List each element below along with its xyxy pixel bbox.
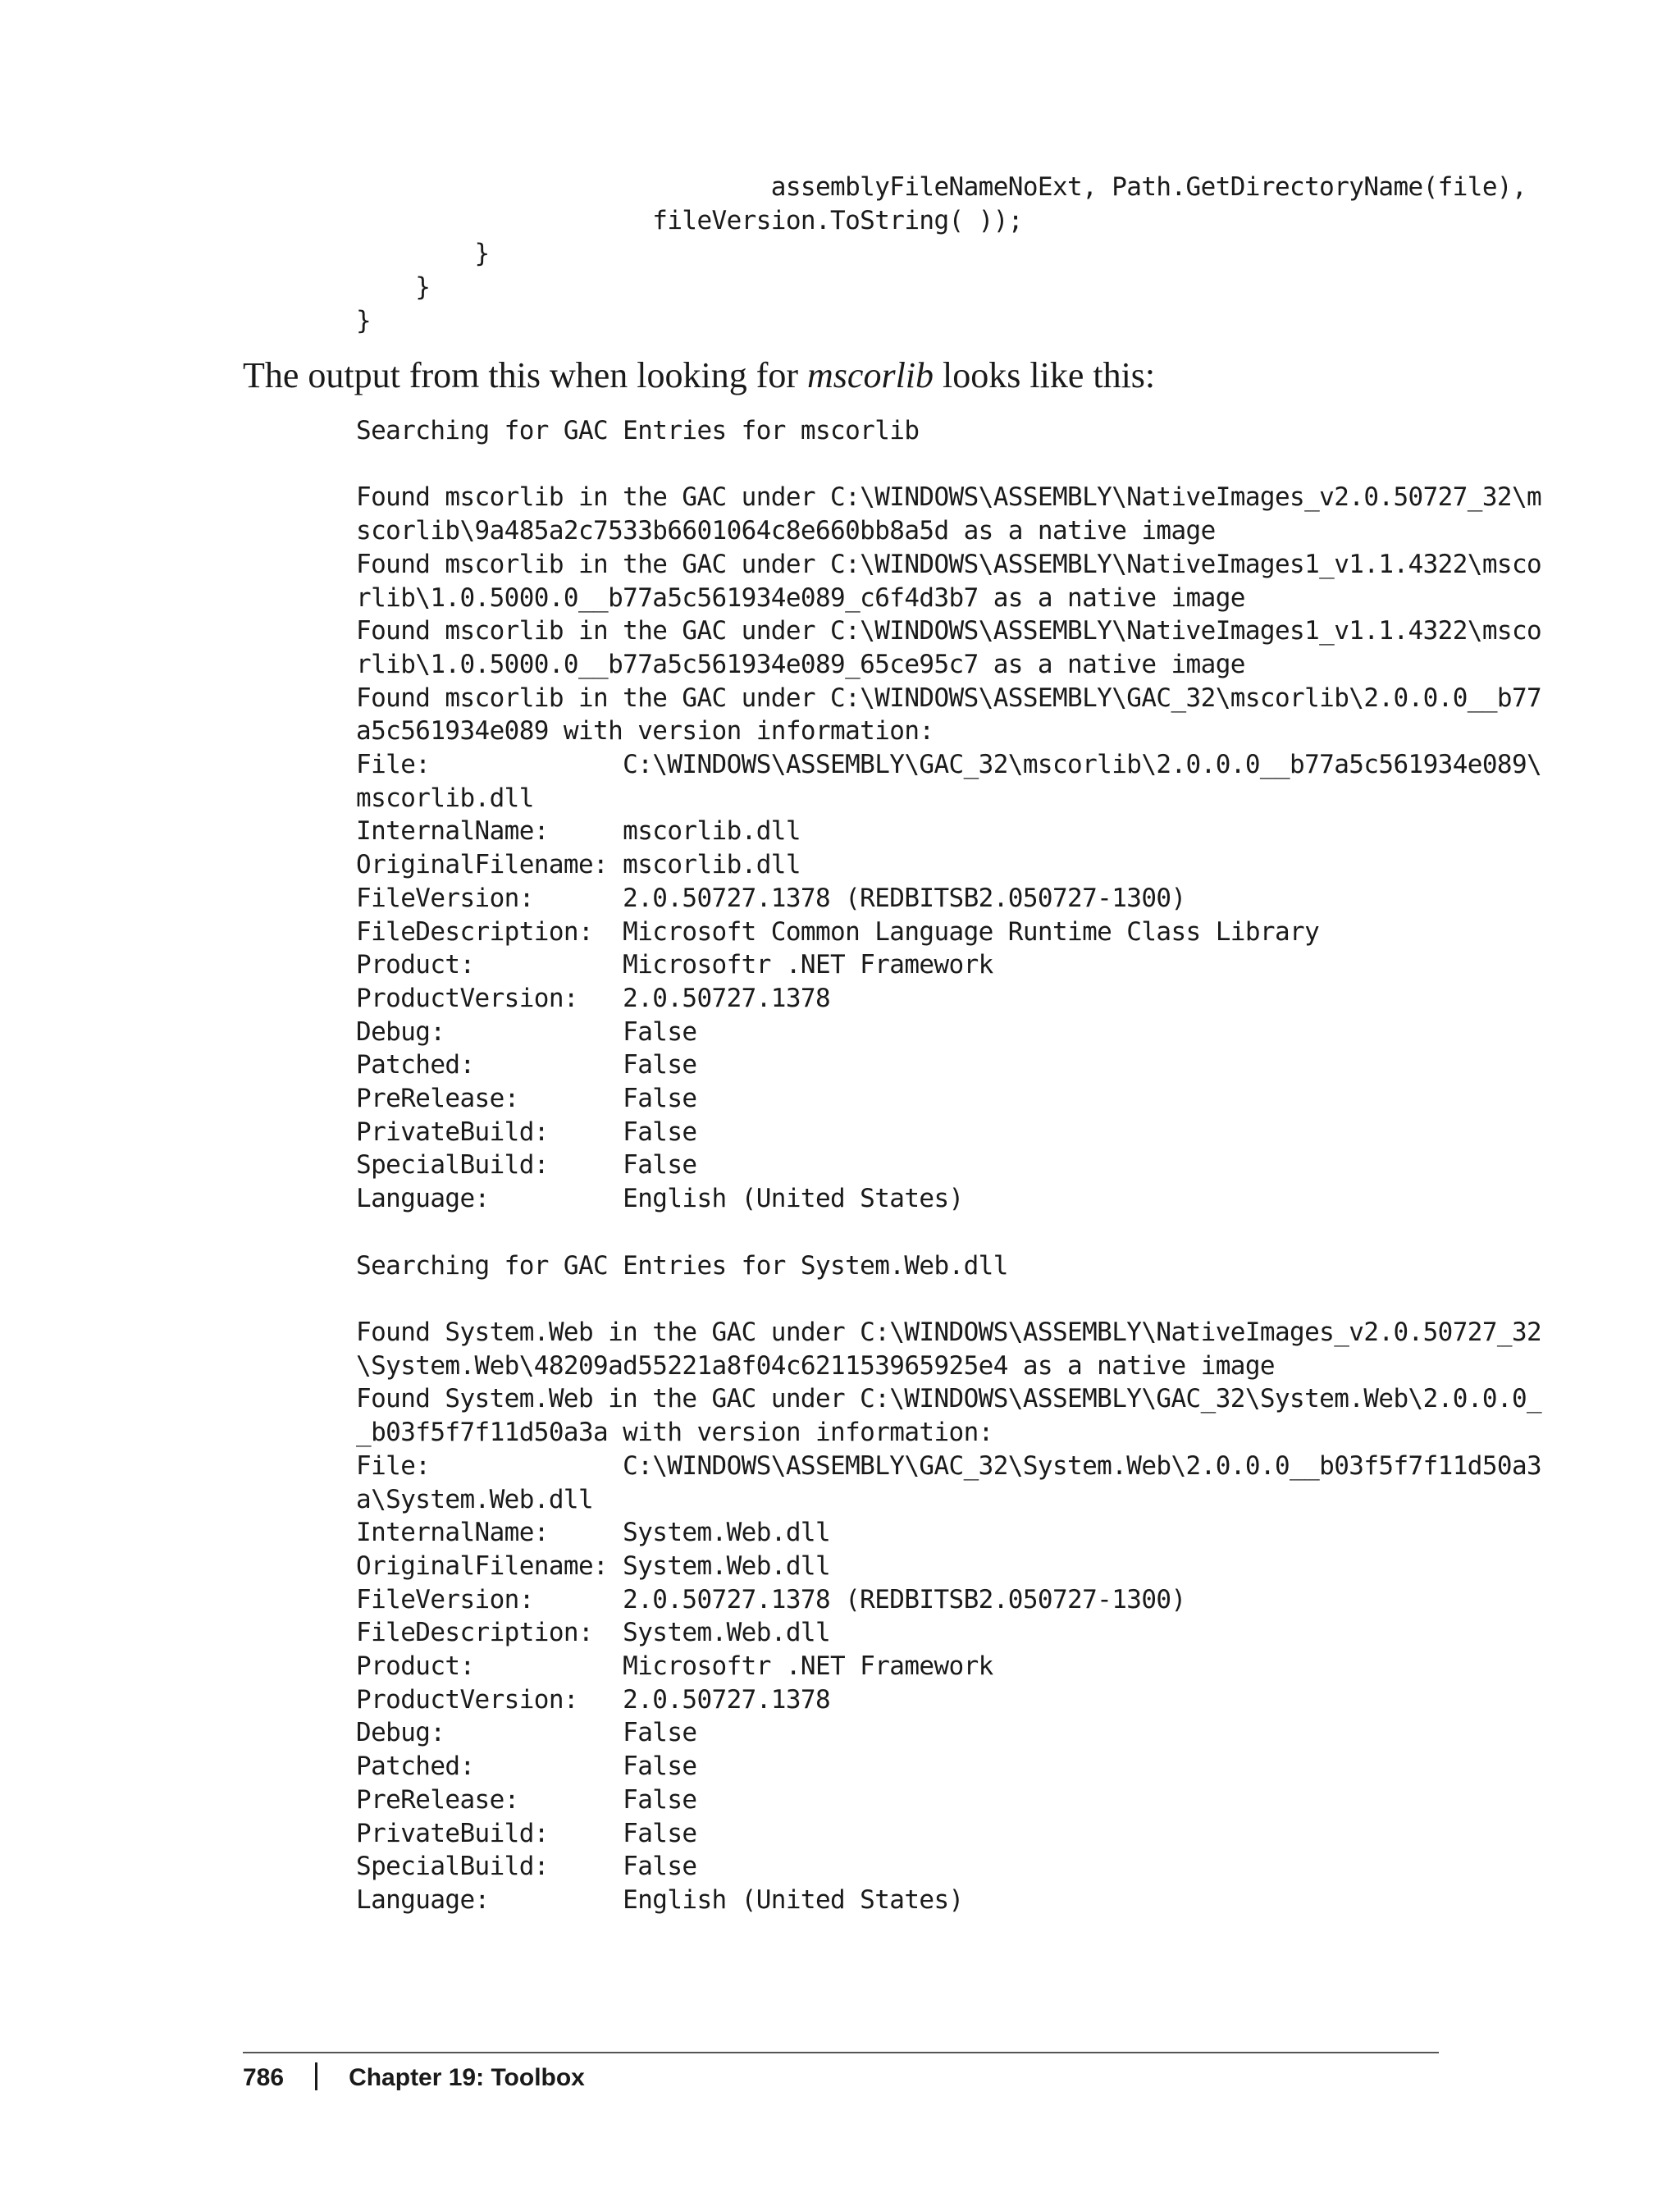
output-line: PreRelease: False (356, 1784, 697, 1815)
code-line: assemblyFileNameNoExt, Path.GetDirectoryName(file), (356, 172, 1527, 202)
footer-divider (243, 2052, 1439, 2053)
output-line: FileVersion: 2.0.50727.1378 (REDBITSB2.050727-1300) (356, 883, 1186, 913)
code-line: } (356, 272, 431, 303)
output-line: InternalName: mscorlib.dll (356, 816, 801, 847)
output-line: FileDescription: Microsoft Common Language Runtime Class Library (356, 916, 1320, 947)
output-line: Found System.Web in the GAC under C:\WINDOWS\ASSEMBLY\GAC_32\System.Web\2.0.0.0_ (356, 1384, 1542, 1414)
footer-separator (315, 2062, 317, 2090)
output-line: Found mscorlib in the GAC under C:\WINDOWS\ASSEMBLY\NativeImages1_v1.1.4322\msco (356, 616, 1542, 646)
page-footer (243, 2062, 585, 2094)
page-number: 786 (243, 2064, 285, 2091)
output-line (356, 1216, 1541, 1249)
output-line: Language: English (United States) (356, 1884, 964, 1915)
code-listing-continuation (356, 171, 1527, 338)
console-output-listing (356, 414, 1541, 1917)
body-paragraph (243, 354, 1155, 397)
output-line: ProductVersion: 2.0.50727.1378 (356, 1684, 831, 1715)
output-line: File: C:\WINDOWS\ASSEMBLY\GAC_32\System.Web\2.0.0.0__b03f5f7f11d50a3 (356, 1450, 1542, 1481)
output-line: Found System.Web in the GAC under C:\WINDOWS\ASSEMBLY\NativeImages_v2.0.50727_32 (356, 1317, 1542, 1347)
output-line: rlib\1.0.5000.0__b77a5c561934e089_65ce95c7 as a native image (356, 649, 1245, 679)
paragraph-emphasis: mscorlib (807, 355, 934, 395)
code-line: } (356, 305, 372, 336)
output-line: a\System.Web.dll (356, 1484, 594, 1514)
output-line: Searching for GAC Entries for mscorlib (356, 416, 920, 445)
paragraph-text-before: The output from this when looking for (243, 355, 808, 395)
output-line: Product: Microsoftr .NET Framework (356, 1651, 993, 1682)
output-line: OriginalFilename: mscorlib.dll (356, 850, 801, 880)
output-line: Product: Microsoftr .NET Framework (356, 950, 993, 980)
output-line: Found mscorlib in the GAC under C:\WINDOWS\ASSEMBLY\NativeImages1_v1.1.4322\msco (356, 549, 1542, 579)
output-line: SpecialBuild: False (356, 1852, 697, 1882)
chapter-title: Chapter 19: Toolbox (349, 2064, 585, 2091)
paragraph-text-after: looks like this: (934, 355, 1156, 395)
output-line: FileVersion: 2.0.50727.1378 (REDBITSB2.050727-1300) (356, 1584, 1186, 1615)
output-line: Found mscorlib in the GAC under C:\WINDOWS\ASSEMBLY\GAC_32\mscorlib\2.0.0.0__b77 (356, 683, 1542, 713)
output-line: Language: English (United States) (356, 1184, 964, 1214)
output-line: \System.Web\48209ad55221a8f04c621153965925e4 as a native image (356, 1350, 1275, 1381)
output-line: Patched: False (356, 1752, 697, 1782)
output-line: Debug: False (356, 1718, 697, 1748)
output-line: a5c561934e089 with version information: (356, 716, 934, 747)
output-line: PrivateBuild: False (356, 1818, 697, 1848)
output-line: Patched: False (356, 1050, 697, 1080)
output-line (356, 448, 1541, 482)
output-line: PrivateBuild: False (356, 1117, 697, 1147)
output-line (356, 1282, 1541, 1316)
output-line: ProductVersion: 2.0.50727.1378 (356, 983, 831, 1013)
output-line: Debug: False (356, 1016, 697, 1047)
output-line: PreRelease: False (356, 1084, 697, 1114)
output-line: SpecialBuild: False (356, 1150, 697, 1181)
output-line: Searching for GAC Entries for System.Web.dll (356, 1250, 1008, 1281)
output-line: File: C:\WINDOWS\ASSEMBLY\GAC_32\mscorlib\2.0.0.0__b77a5c561934e089\ (356, 750, 1542, 780)
code-line: fileVersion.ToString( )); (356, 205, 1023, 235)
output-line: _b03f5f7f11d50a3a with version information: (356, 1418, 993, 1448)
output-line: mscorlib.dll (356, 783, 534, 813)
output-line: Found mscorlib in the GAC under C:\WINDOWS\ASSEMBLY\NativeImages_v2.0.50727_32\m (356, 482, 1542, 513)
code-line: } (356, 239, 490, 269)
output-line: rlib\1.0.5000.0__b77a5c561934e089_c6f4d3b7 as a native image (356, 582, 1245, 613)
output-line: scorlib\9a485a2c7533b6601064c8e660bb8a5d as a native image (356, 516, 1216, 546)
output-line: FileDescription: System.Web.dll (356, 1618, 831, 1648)
output-line: OriginalFilename: System.Web.dll (356, 1551, 831, 1581)
output-line: InternalName: System.Web.dll (356, 1518, 831, 1548)
